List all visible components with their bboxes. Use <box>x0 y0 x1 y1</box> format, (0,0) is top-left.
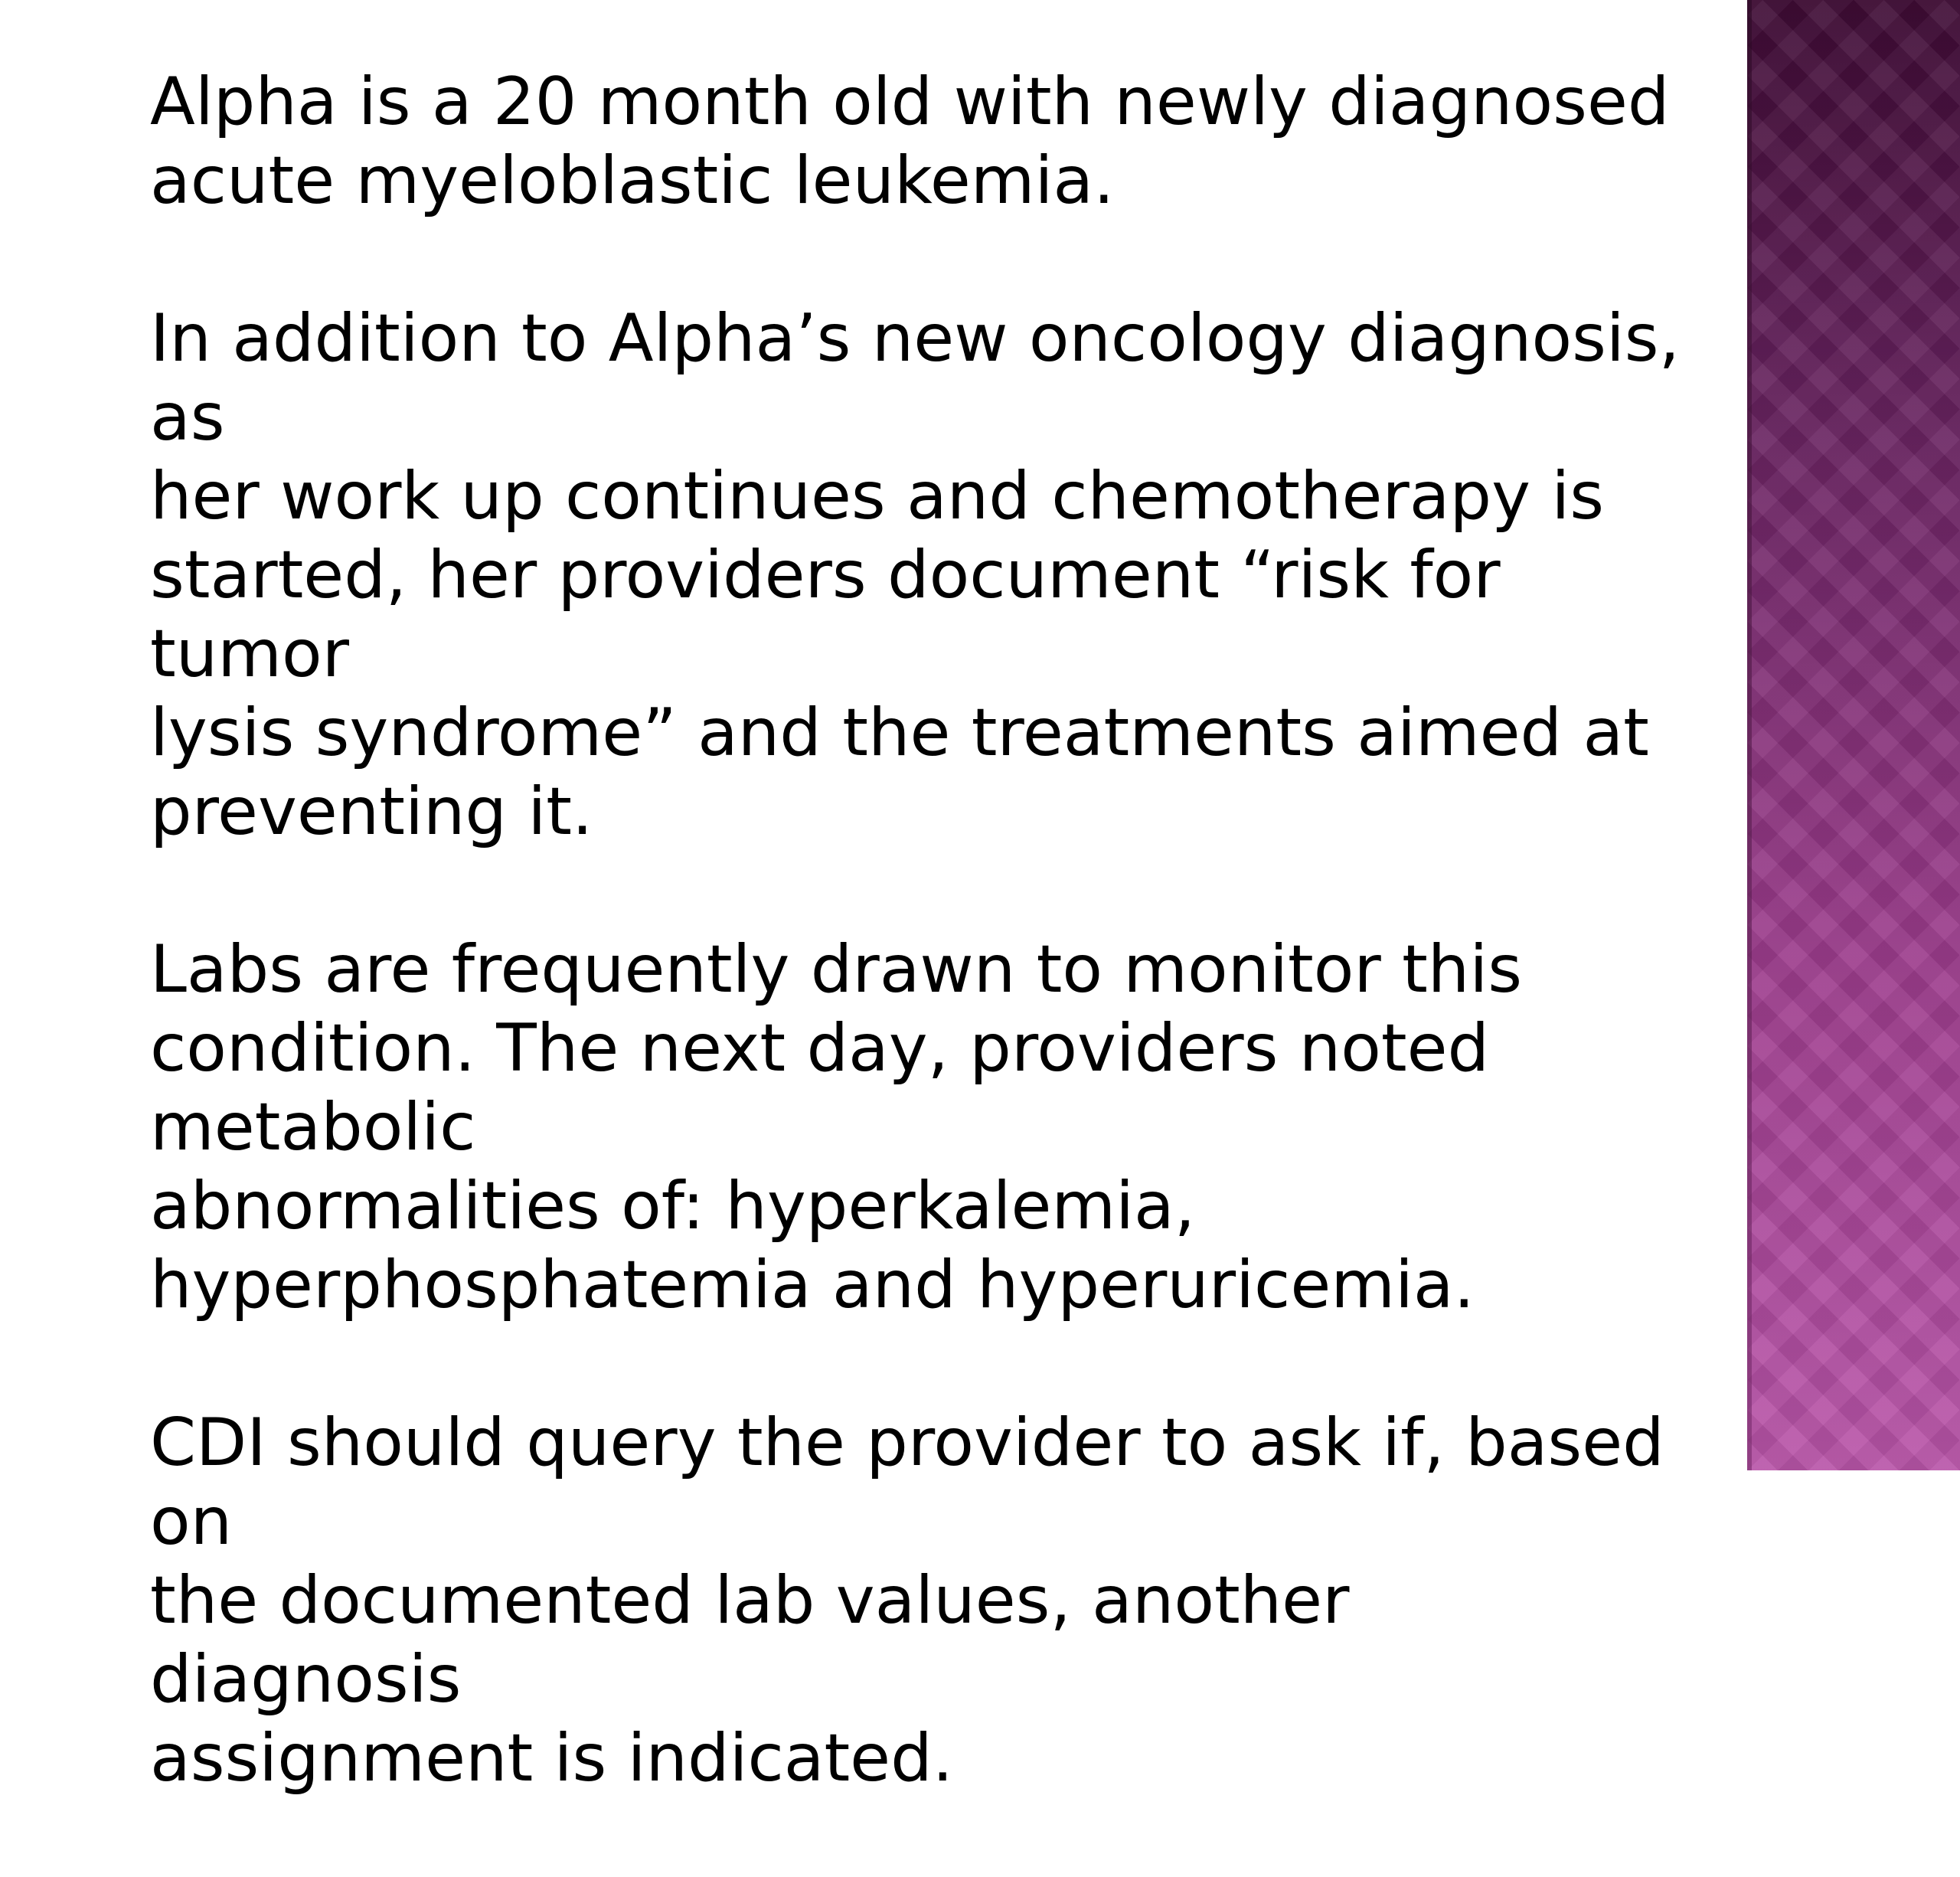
paragraph-lab-monitoring: Labs are frequently drawn to monitor this condition. The next day, providers noted metabolic abnormalities of: hyperkalemia, hyperphosphatemia and hyperuricemia. <box>150 931 1523 1323</box>
decorative-side-band <box>1747 0 1960 1470</box>
paragraph-cdi-query: CDI should query the provider to ask if, based on the documented lab values, another diagnosis assignment is indicated. <box>150 1404 1664 1797</box>
side-band-edge <box>1747 0 1752 1470</box>
paragraph-patient-intro: Alpha is a 20 month old with newly diagnosed acute myeloblastic leukemia. <box>150 64 1670 219</box>
slide-body-text <box>150 63 1681 1877</box>
paragraph-tumor-lysis-risk: In addition to Alpha’s new oncology diagnosis, as her work up continues and chemotherapy is started, her providers document “risk for tumor lysis syndrome” and the treatments aimed at preventing it. <box>150 300 1680 850</box>
